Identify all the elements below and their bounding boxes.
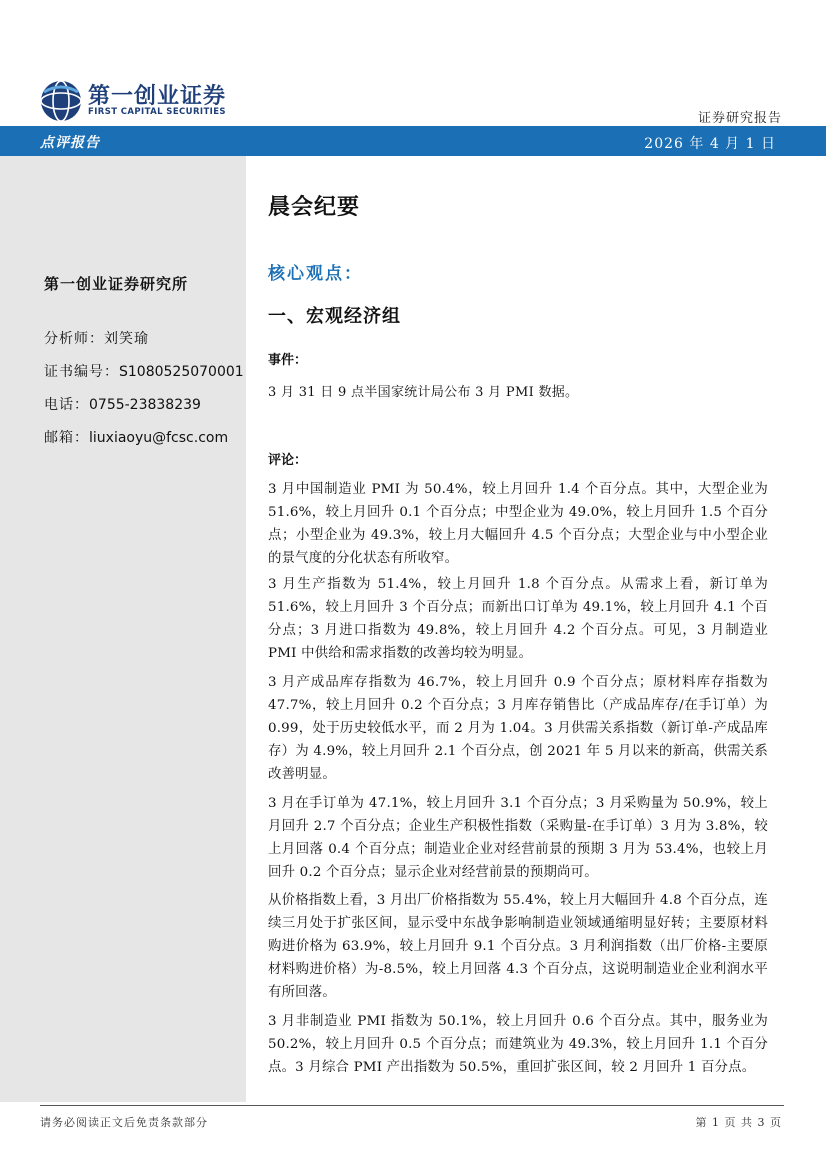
paragraph: 3 月产成品库存指数为 46.7%，较上月回升 0.9 个百分点；原材料库存指数为 47.7%，较上月回升 0.2 个百分点；3 月库存销售比（产成品库存/在手订单）为 0.99，处于历史较低水平，而 2 月为 1.04。3 月供需关系指数（新订单-产成品库存）为 4.9%，较上月回升 2.1 个百分点，创 2021 年 5 月以来的新高，供需关系改善明显。 (268, 675, 768, 782)
footer-disclaimer: 请务必阅读正文后免责条款部分 (40, 1116, 208, 1129)
email-line (44, 427, 228, 447)
globe-icon (40, 80, 82, 122)
page-title: 晨会纪要 (268, 194, 361, 220)
report-category: 点评报告 (40, 135, 100, 151)
event-text: 3 月 31 日 9 点半国家统计局公布 3 月 PMI 数据。 (268, 385, 579, 400)
logo-name-en: FIRST CAPITAL SECURITIES (88, 107, 226, 117)
event-label: 事件： (268, 353, 308, 368)
cert-label: 证书编号： (44, 364, 119, 380)
comment-label: 评论： (268, 453, 308, 468)
logo-name-cn: 第一创业证券 (88, 84, 227, 109)
cert-line (44, 361, 244, 381)
paragraph: 3 月中国制造业 PMI 为 50.4%，较上月回升 1.4 个百分点。其中，大型企业为 51.6%，较上月回升 0.1 个百分点；中型企业为 49.0%，较上月回升 1.5 个百分点；小型企业为 49.3%，较上月大幅回升 4.5 个百分点；大型企业与中小型企业的景气度的分化状态有所收窄。 (268, 482, 768, 566)
cert-number: S1080525070001 (119, 364, 244, 380)
phone-label: 电话： (44, 397, 89, 413)
analyst-label: 分析师： (44, 331, 104, 347)
core-heading: 核心观点： (268, 264, 363, 284)
email-label: 邮箱： (44, 430, 89, 446)
institute-name: 第一创业证券研究所 (44, 275, 189, 293)
analyst-name: 刘笑瑜 (104, 331, 149, 347)
report-date: 2026 年 4 月 1 日 (644, 136, 776, 152)
analyst-line (44, 328, 149, 348)
paragraph: 从价格指数上看，3 月出厂价格指数为 55.4%，较上月大幅回升 4.8 个百分点，连续三月处于扩张区间，显示受中东战争影响制造业领域通缩明显好转；主要原材料购进价格为 63.9%，较上月回升 9.1 个百分点。3 月利润指数（出厂价格-主要原材料购进价格）为-8.5%，较上月回落 4.3 个百分点，这说明制造业企业利润水平有所回落。 (268, 893, 768, 1000)
paragraph: 3 月非制造业 PMI 指数为 50.1%，较上月回升 0.6 个百分点。其中，服务业为 50.2%，较上月回升 0.5 个百分点；而建筑业为 49.3%，较上月回升 1.1 个百分点。3 月综合 PMI 产出指数为 50.5%，重回扩张区间，较 2 月回升 1 百分点。 (268, 1014, 768, 1075)
company-logo (40, 76, 240, 126)
paragraph: 3 月生产指数为 51.4%，较上月回升 1.8 个百分点。从需求上看，新订单为 51.6%，较上月回升 3 个百分点；而新出口订单为 49.1%，较上月回升 4.1 个百分点；3 月进口指数为 49.8%，较上月回升 4.2 个百分点。可见，3 月制造业 PMI 中供给和需求指数的改善均较为明显。 (268, 577, 768, 661)
phone-line (44, 394, 201, 414)
email-address[interactable]: liuxiaoyu@fcsc.com (89, 430, 229, 446)
paragraph: 3 月在手订单为 47.1%，较上月回升 3.1 个百分点；3 月采购量为 50.9%，较上月回升 2.7 个百分点；企业生产积极性指数（采购量-在手订单）3 月为 3.8%，较上月回落 0.4 个百分点；制造业企业对经营前景的预期 3 月为 53.4%，也较上月回升 0.2 个百分点；显示企业对经营前景的预期尚可。 (268, 796, 768, 880)
footer-divider (40, 1105, 784, 1106)
section-heading: 一、宏观经济组 (268, 306, 401, 327)
sidebar (0, 156, 246, 1102)
phone-number: 0755-23838239 (89, 397, 201, 413)
page-number: 第 1 页 共 3 页 (695, 1116, 782, 1129)
report-type: 证券研究报告 (697, 111, 782, 126)
